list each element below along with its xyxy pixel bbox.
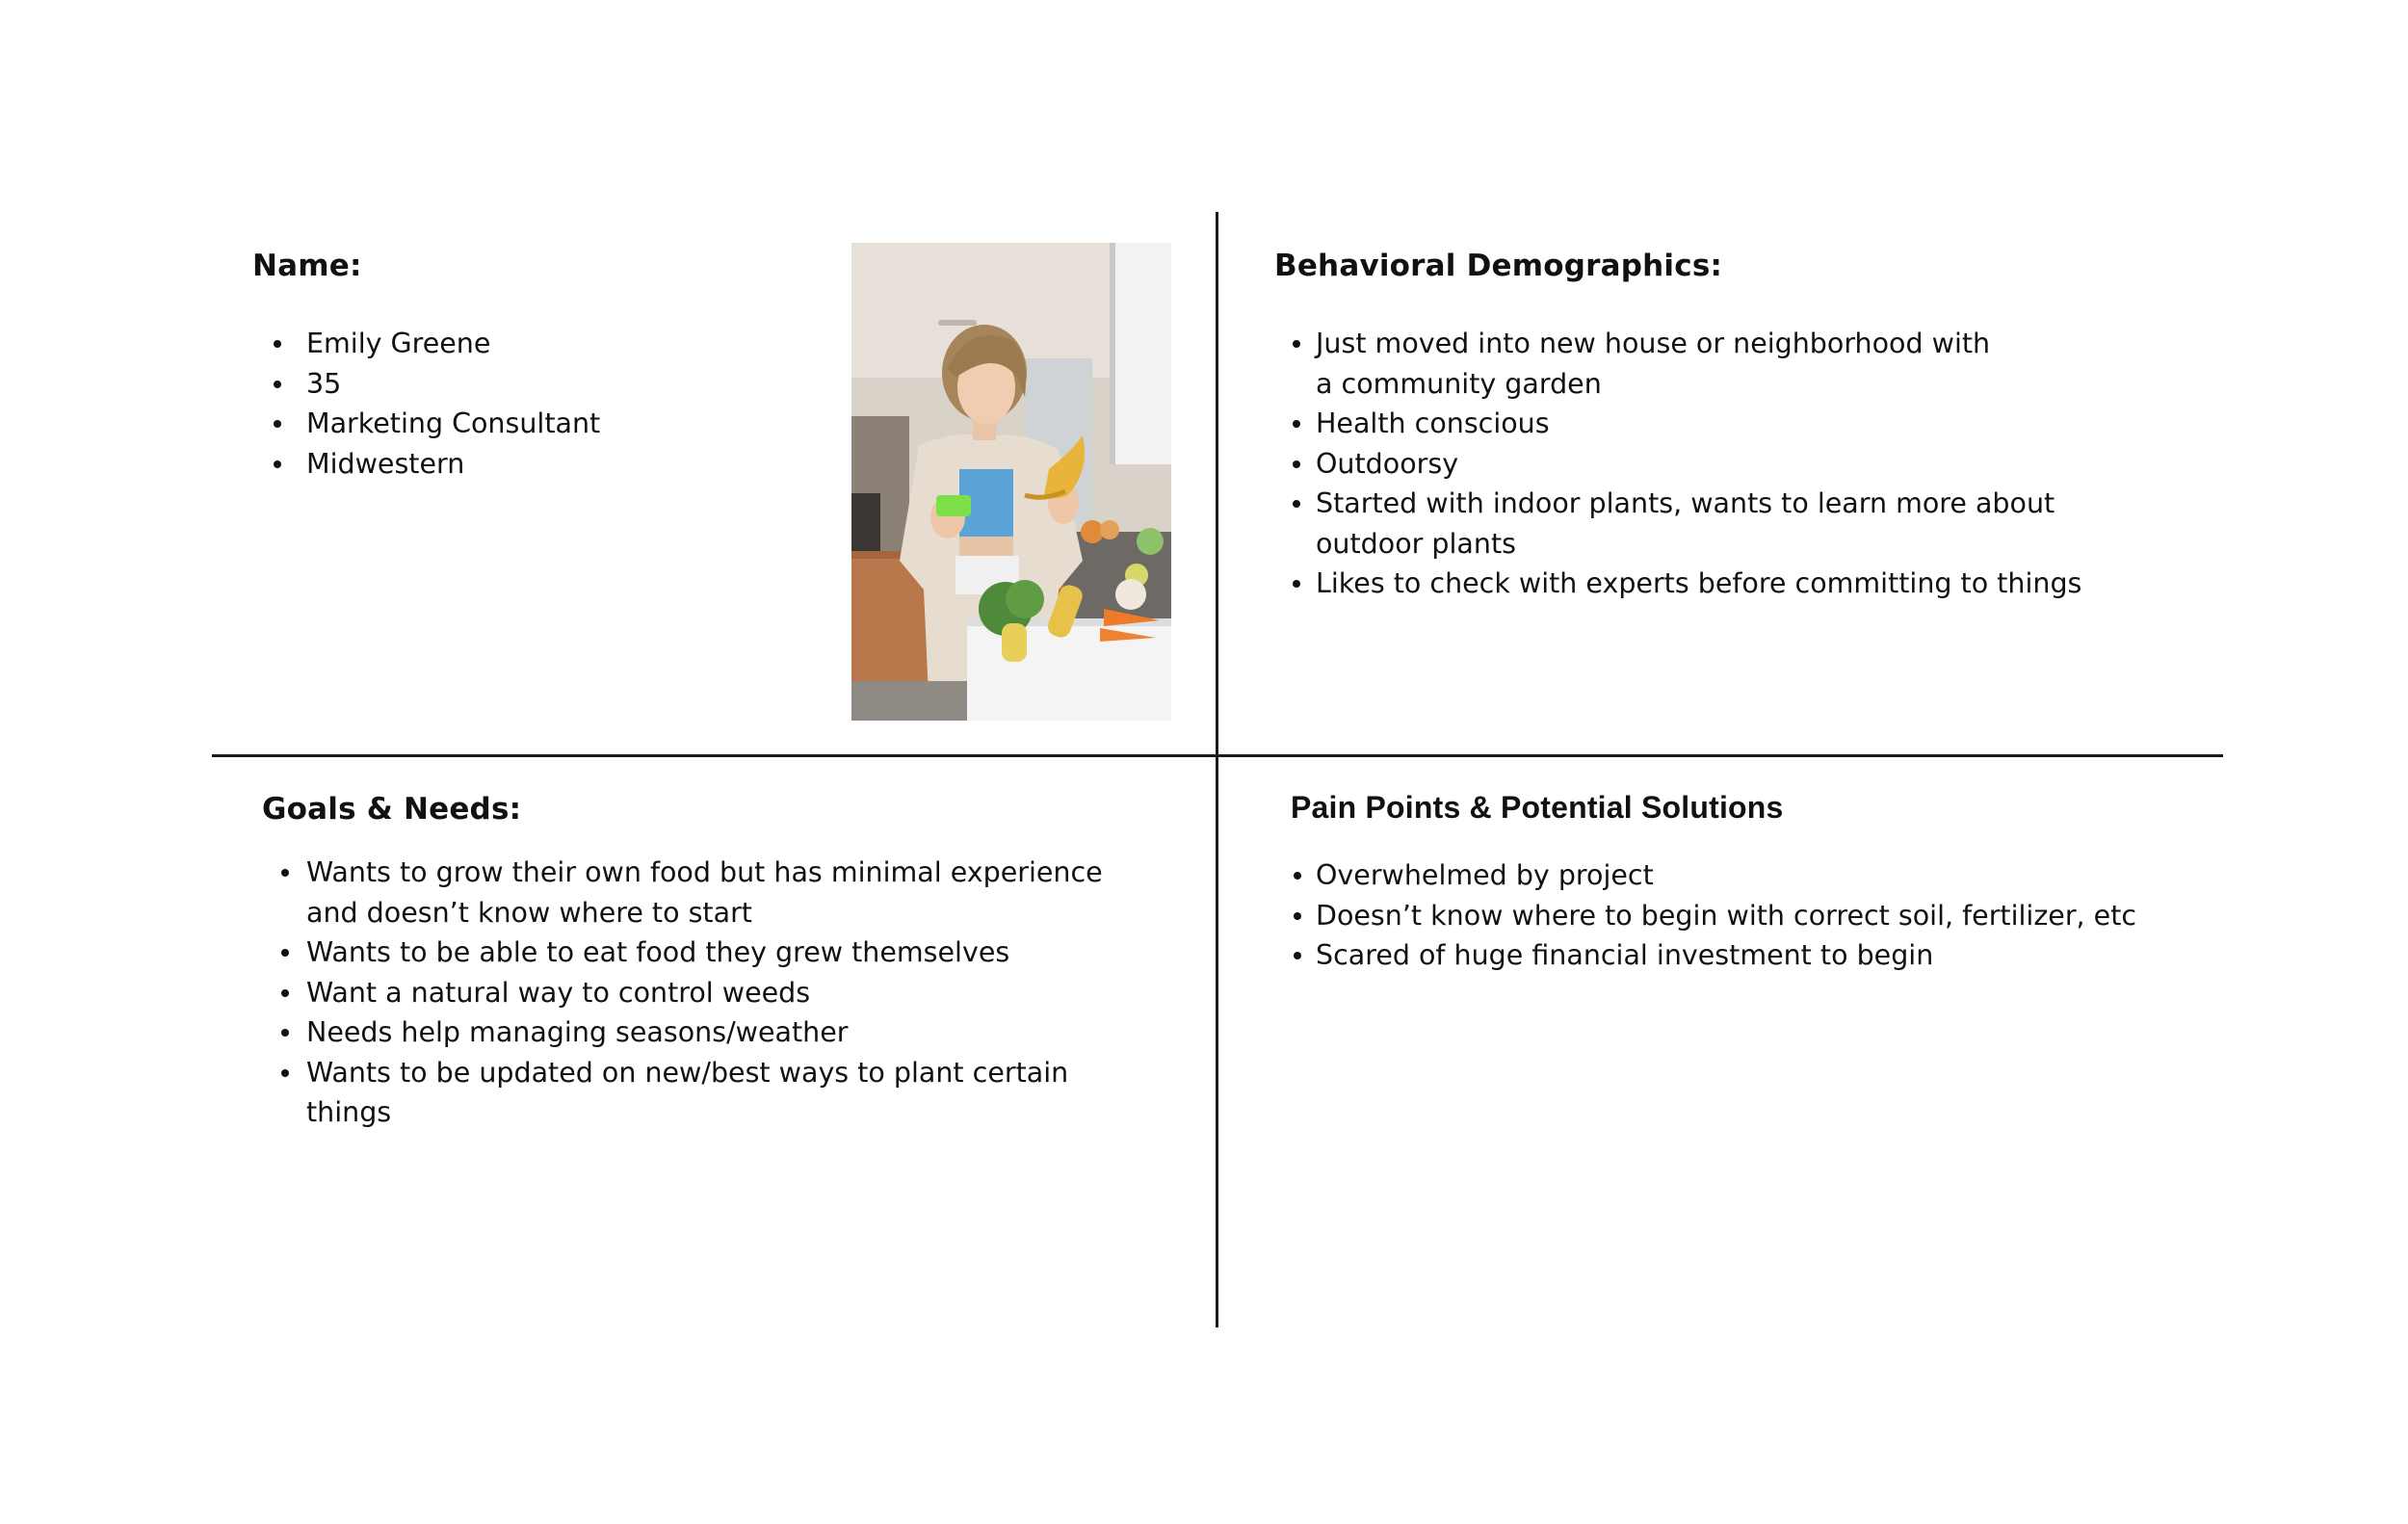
behavior-list xyxy=(1274,324,2141,604)
behavior-section xyxy=(1274,249,2141,604)
goals-item: Wants to be updated on new/best ways to plant certain things xyxy=(262,1053,1129,1133)
goals-section xyxy=(262,792,1129,1133)
vertical-divider xyxy=(1216,212,1218,1327)
name-item-age: 35 xyxy=(252,364,792,405)
pain-section xyxy=(1291,790,2158,976)
behavior-item: Likes to check with experts before committing to things xyxy=(1274,564,2141,604)
pain-list xyxy=(1291,855,2158,976)
behavior-item: Started with indoor plants, wants to learn more about outdoor plants xyxy=(1274,484,2057,564)
goals-heading: Goals & Needs: xyxy=(262,792,522,827)
behavior-item: Health conscious xyxy=(1274,404,2141,444)
persona-photo xyxy=(851,243,1171,721)
name-item-occupation: Marketing Consultant xyxy=(252,404,792,444)
goals-item: Wants to grow their own food but has minimal experience and doesn’t know where to start xyxy=(262,853,1129,933)
behavior-item: Just moved into new house or neighborhood with a community garden xyxy=(1274,324,2009,404)
pain-item: Overwhelmed by project xyxy=(1291,855,2158,896)
name-item-name: Emily Greene xyxy=(252,324,792,364)
name-item-region: Midwestern xyxy=(252,444,792,485)
goals-item: Want a natural way to control weeds xyxy=(262,973,1129,1013)
behavior-heading: Behavioral Demographics: xyxy=(1274,249,1723,283)
pain-heading: Pain Points & Potential Solutions xyxy=(1291,790,1784,825)
pain-item: Doesn’t know where to begin with correct soil, fertilizer, etc xyxy=(1291,896,2158,936)
behavior-item: Outdoorsy xyxy=(1274,444,2141,485)
horizontal-divider xyxy=(212,754,2223,757)
goals-item: Needs help managing seasons/weather xyxy=(262,1012,1129,1053)
goals-item: Wants to be able to eat food they grew themselves xyxy=(262,933,1129,973)
name-heading: Name: xyxy=(252,249,362,283)
pain-item: Scared of huge financial investment to begin xyxy=(1291,935,2158,976)
name-section xyxy=(252,249,792,484)
name-list xyxy=(252,324,792,484)
goals-list xyxy=(262,853,1129,1133)
